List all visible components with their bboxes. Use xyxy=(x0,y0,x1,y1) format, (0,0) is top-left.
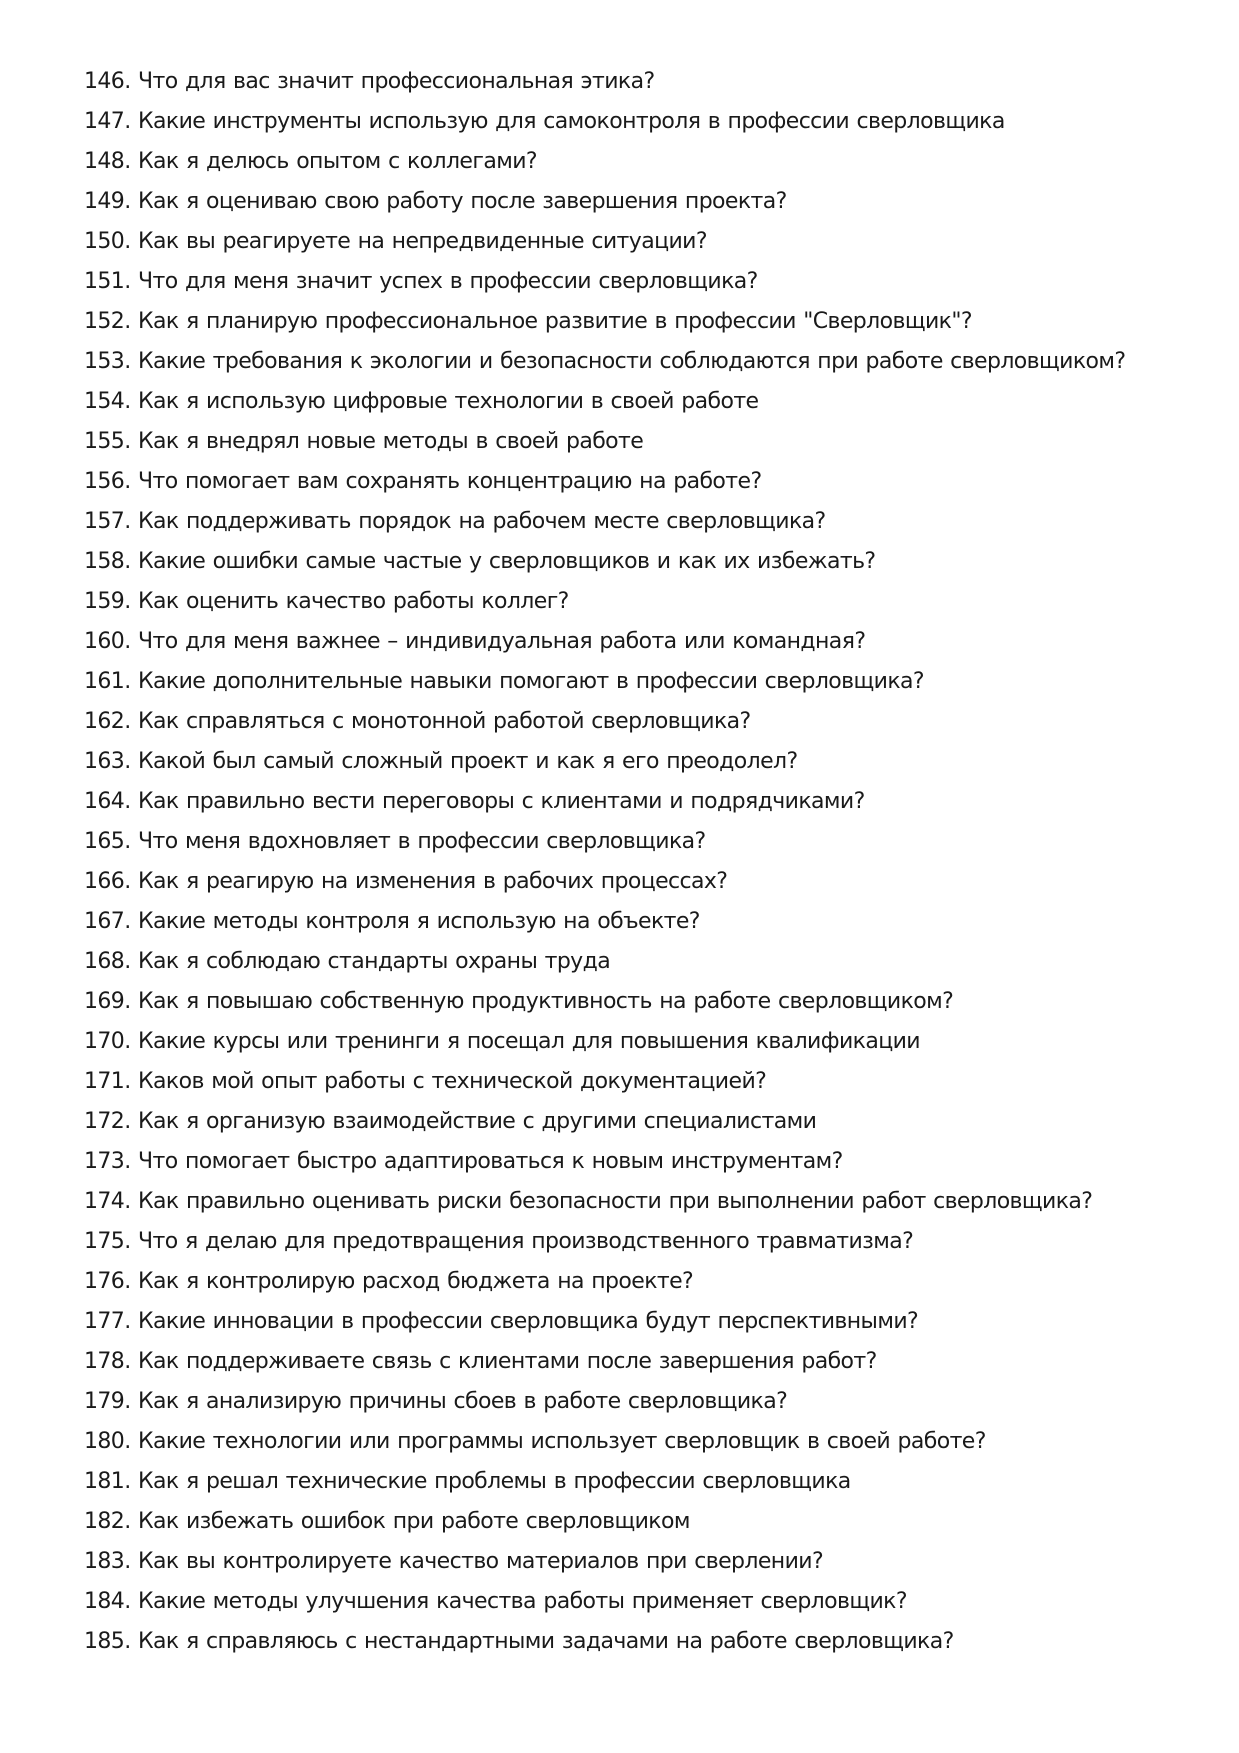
question-item xyxy=(84,62,1224,102)
question-number: 155. xyxy=(84,429,131,454)
question-number: 167. xyxy=(84,909,131,934)
question-number: 176. xyxy=(84,1269,131,1294)
question-item xyxy=(84,222,1224,262)
question-text: Как я делюсь опытом с коллегами? xyxy=(138,149,537,174)
question-item xyxy=(84,822,1224,862)
question-item xyxy=(84,1382,1224,1422)
question-number: 177. xyxy=(84,1309,131,1334)
question-item xyxy=(84,1222,1224,1262)
question-item xyxy=(84,142,1224,182)
question-item xyxy=(84,702,1224,742)
question-text: Какие требования к экологии и безопасности соблюдаются при работе сверловщиком? xyxy=(138,349,1126,374)
question-text: Как я оцениваю свою работу после завершения проекта? xyxy=(138,189,787,214)
question-item xyxy=(84,182,1224,222)
question-text: Какие ошибки самые частые у сверловщиков и как их избежать? xyxy=(138,549,876,574)
question-item xyxy=(84,262,1224,302)
question-item xyxy=(84,462,1224,502)
question-text: Как я реагирую на изменения в рабочих процессах? xyxy=(138,869,728,894)
question-item xyxy=(84,742,1224,782)
question-item xyxy=(84,982,1224,1022)
question-item xyxy=(84,862,1224,902)
question-text: Что для меня значит успех в профессии сверловщика? xyxy=(138,269,758,294)
question-item xyxy=(84,1422,1224,1462)
question-number: 168. xyxy=(84,949,131,974)
question-number: 184. xyxy=(84,1589,131,1614)
question-text: Как я решал технические проблемы в профессии сверловщика xyxy=(138,1469,851,1494)
question-text: Что помогает вам сохранять концентрацию на работе? xyxy=(138,469,762,494)
question-number: 151. xyxy=(84,269,131,294)
question-text: Как я справляюсь с нестандартными задачами на работе сверловщика? xyxy=(138,1629,954,1654)
question-item xyxy=(84,502,1224,542)
question-text: Как справляться с монотонной работой сверловщика? xyxy=(138,709,751,734)
question-text: Что помогает быстро адаптироваться к новым инструментам? xyxy=(138,1149,843,1174)
question-number: 171. xyxy=(84,1069,131,1094)
question-item xyxy=(84,662,1224,702)
question-text: Каков мой опыт работы с технической документацией? xyxy=(138,1069,767,1094)
question-text: Как я анализирую причины сбоев в работе сверловщика? xyxy=(138,1389,788,1414)
question-number: 185. xyxy=(84,1629,131,1654)
question-item xyxy=(84,1302,1224,1342)
question-text: Какие методы улучшения качества работы применяет сверловщик? xyxy=(138,1589,907,1614)
question-item xyxy=(84,942,1224,982)
question-number: 166. xyxy=(84,869,131,894)
question-text: Что я делаю для предотвращения производственного травматизма? xyxy=(138,1229,914,1254)
question-text: Как вы реагируете на непредвиденные ситуации? xyxy=(138,229,707,254)
question-text: Как я контролирую расход бюджета на проекте? xyxy=(138,1269,694,1294)
question-item xyxy=(84,1502,1224,1542)
question-item xyxy=(84,1142,1224,1182)
question-number: 170. xyxy=(84,1029,131,1054)
question-item xyxy=(84,622,1224,662)
question-item xyxy=(84,1342,1224,1382)
question-number: 183. xyxy=(84,1549,131,1574)
question-text: Как правильно оценивать риски безопасности при выполнении работ сверловщика? xyxy=(138,1189,1093,1214)
question-number: 182. xyxy=(84,1509,131,1534)
question-list xyxy=(84,62,1224,1662)
question-number: 179. xyxy=(84,1389,131,1414)
question-number: 173. xyxy=(84,1149,131,1174)
question-text: Какие дополнительные навыки помогают в профессии сверловщика? xyxy=(138,669,924,694)
question-number: 152. xyxy=(84,309,131,334)
question-number: 146. xyxy=(84,69,131,94)
question-text: Что для вас значит профессиональная этика? xyxy=(138,69,655,94)
question-item xyxy=(84,1062,1224,1102)
question-number: 180. xyxy=(84,1429,131,1454)
question-item xyxy=(84,102,1224,142)
question-item xyxy=(84,1582,1224,1622)
question-number: 172. xyxy=(84,1109,131,1134)
question-number: 157. xyxy=(84,509,131,534)
question-number: 160. xyxy=(84,629,131,654)
question-number: 154. xyxy=(84,389,131,414)
question-text: Как поддерживаете связь с клиентами после завершения работ? xyxy=(138,1349,877,1374)
question-text: Какие методы контроля я использую на объекте? xyxy=(138,909,700,934)
question-text: Как вы контролируете качество материалов при сверлении? xyxy=(138,1549,824,1574)
question-item xyxy=(84,1622,1224,1662)
question-number: 161. xyxy=(84,669,131,694)
question-item xyxy=(84,1102,1224,1142)
question-item xyxy=(84,1182,1224,1222)
question-text: Что для меня важнее – индивидуальная работа или командная? xyxy=(138,629,866,654)
question-item xyxy=(84,782,1224,822)
question-item xyxy=(84,1022,1224,1062)
question-text: Как избежать ошибок при работе сверловщиком xyxy=(138,1509,690,1534)
question-number: 169. xyxy=(84,989,131,1014)
question-number: 158. xyxy=(84,549,131,574)
question-item xyxy=(84,582,1224,622)
question-text: Какой был самый сложный проект и как я его преодолел? xyxy=(138,749,798,774)
question-text: Как оценить качество работы коллег? xyxy=(138,589,569,614)
question-number: 164. xyxy=(84,789,131,814)
question-text: Что меня вдохновляет в профессии сверловщика? xyxy=(138,829,706,854)
question-number: 162. xyxy=(84,709,131,734)
question-number: 174. xyxy=(84,1189,131,1214)
question-text: Как я соблюдаю стандарты охраны труда xyxy=(138,949,611,974)
question-number: 181. xyxy=(84,1469,131,1494)
question-text: Как я использую цифровые технологии в своей работе xyxy=(138,389,759,414)
question-item xyxy=(84,422,1224,462)
question-text: Какие инструменты использую для самоконтроля в профессии сверловщика xyxy=(138,109,1005,134)
question-item xyxy=(84,302,1224,342)
question-item xyxy=(84,1462,1224,1502)
question-text: Как я повышаю собственную продуктивность на работе сверловщиком? xyxy=(138,989,954,1014)
question-item xyxy=(84,542,1224,582)
question-text: Как я организую взаимодействие с другими специалистами xyxy=(138,1109,817,1134)
question-item xyxy=(84,902,1224,942)
question-text: Как я внедрял новые методы в своей работе xyxy=(138,429,644,454)
question-number: 149. xyxy=(84,189,131,214)
question-item xyxy=(84,1262,1224,1302)
question-number: 147. xyxy=(84,109,131,134)
question-item xyxy=(84,342,1224,382)
question-text: Какие технологии или программы использует сверловщик в своей работе? xyxy=(138,1429,986,1454)
question-number: 163. xyxy=(84,749,131,774)
question-number: 178. xyxy=(84,1349,131,1374)
question-number: 159. xyxy=(84,589,131,614)
question-text: Как поддерживать порядок на рабочем месте сверловщика? xyxy=(138,509,826,534)
question-item xyxy=(84,382,1224,422)
question-number: 153. xyxy=(84,349,131,374)
question-number: 175. xyxy=(84,1229,131,1254)
question-number: 148. xyxy=(84,149,131,174)
question-text: Какие инновации в профессии сверловщика будут перспективными? xyxy=(138,1309,919,1334)
question-number: 156. xyxy=(84,469,131,494)
question-number: 165. xyxy=(84,829,131,854)
question-text: Как правильно вести переговоры с клиентами и подрядчиками? xyxy=(138,789,865,814)
question-text: Какие курсы или тренинги я посещал для повышения квалификации xyxy=(138,1029,920,1054)
question-item xyxy=(84,1542,1224,1582)
question-number: 150. xyxy=(84,229,131,254)
question-text: Как я планирую профессиональное развитие в профессии "Сверловщик"? xyxy=(138,309,972,334)
